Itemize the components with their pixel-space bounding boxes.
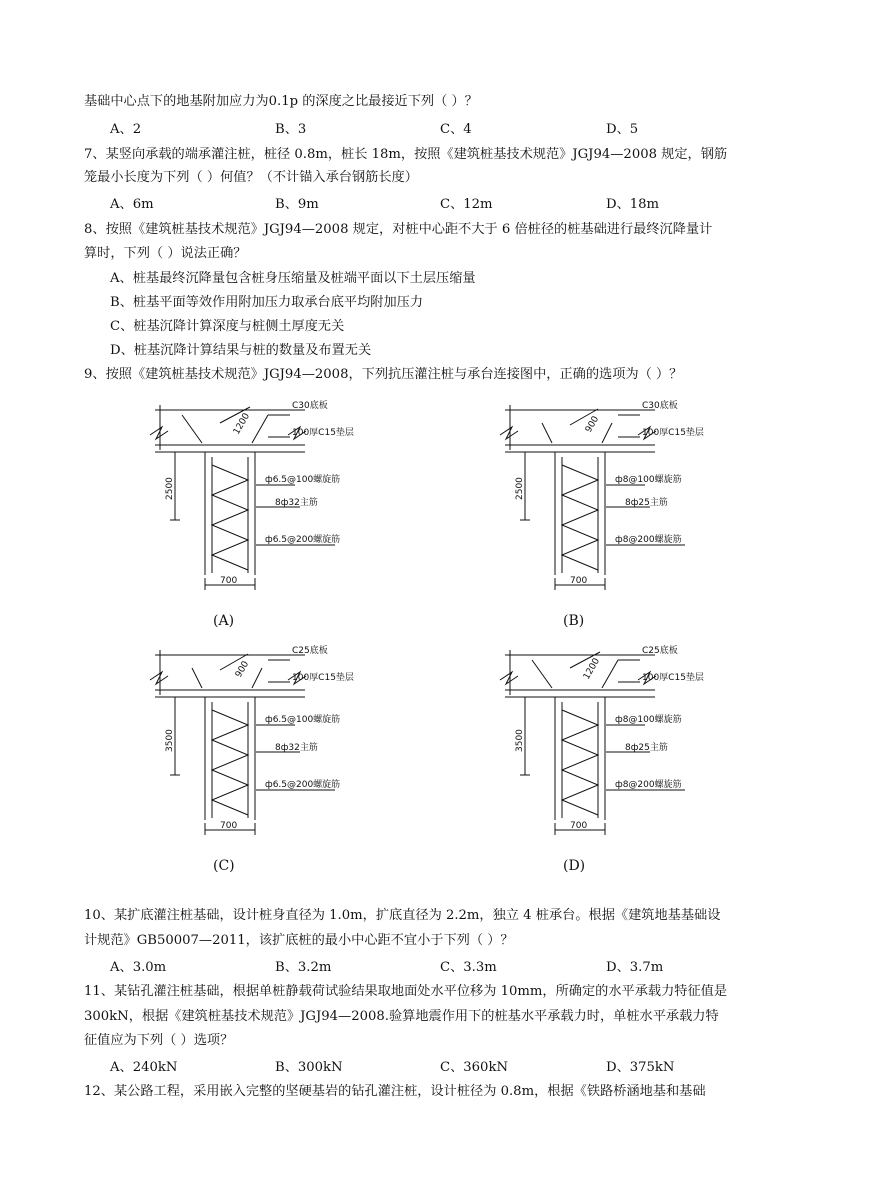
q10-text-line-2: 计规范》GB50007—2011，该扩底桩的最小中心距不宜小于下列（ ）？ — [84, 933, 514, 948]
slab-label: C30底板 — [642, 401, 678, 411]
bottom-spiral-label: ф8@200螺旋筋 — [615, 535, 682, 545]
cushion-label: 100厚C15垫层 — [642, 673, 704, 683]
pile-diagram-a — [140, 395, 370, 639]
top-spiral-label: ф8@100螺旋筋 — [615, 475, 682, 485]
q11-text-line-2: 300kN，根据《建筑桩基技术规范》JGJ94—2008.验算地震作用下的桩基水平承载力时，单桩水平承载力特 — [84, 1009, 719, 1024]
depth-label: 2500 — [515, 477, 525, 500]
q11-text-line-3: 征值应为下列（ ）选项？ — [84, 1033, 234, 1048]
top-spiral-label: ф6.5@100螺旋筋 — [265, 475, 341, 485]
top-spiral-label: ф8@100螺旋筋 — [615, 715, 682, 725]
q10-text-line-1: 10、某扩底灌注桩基础，设计桩身直径为 1.0m，扩底直径为 2.2m，独立 4 桩承台。根据《建筑地基基础设 — [84, 908, 721, 923]
q8-option-a: A、桩基最终沉降量包含桩身压缩量及桩端平面以下土层压缩量 — [110, 271, 476, 286]
diagram-caption: (C) — [213, 858, 235, 874]
q11-option-c: C、360kN — [440, 1060, 508, 1075]
anchor-length-label: 900 — [583, 414, 602, 435]
q7-option-d: D、18m — [606, 197, 660, 212]
q10-option-b: B、3.2m — [275, 960, 332, 975]
q8-option-c: C、桩基沉降计算深度与桩侧土厚度无关 — [110, 319, 345, 334]
bottom-spiral-label: ф6.5@200螺旋筋 — [265, 780, 341, 790]
q11-option-a: A、240kN — [110, 1060, 178, 1075]
pile-diagram-b — [490, 395, 720, 639]
slab-label: C30底板 — [292, 401, 328, 411]
q6-text-line-1: 基础中心点下的地基附加应力为0.1p 的深度之比最接近下列（ ）？ — [84, 94, 478, 109]
q7-option-c: C、12m — [440, 197, 493, 212]
q6-option-c: C、4 — [440, 122, 472, 137]
width-label: 700 — [570, 576, 588, 586]
cushion-label: 100厚C15垫层 — [642, 428, 704, 438]
bottom-spiral-label: ф6.5@200螺旋筋 — [265, 535, 341, 545]
q6-option-b: B、3 — [275, 122, 307, 137]
q8-text-line-1: 8、按照《建筑桩基技术规范》JGJ94—2008 规定，对桩中心距不大于 6 倍桩径的桩基础进行最终沉降量计 — [84, 222, 713, 237]
q11-option-b: B、300kN — [275, 1060, 343, 1075]
q11-option-d: D、375kN — [606, 1060, 675, 1075]
q10-option-a: A、3.0m — [110, 960, 167, 975]
q6-option-d: D、5 — [606, 122, 639, 137]
width-label: 700 — [570, 821, 588, 831]
top-spiral-label: ф6.5@100螺旋筋 — [265, 715, 341, 725]
width-label: 700 — [220, 576, 238, 586]
depth-label: 3500 — [165, 729, 175, 752]
main-bar-label: 8ф25主筋 — [625, 743, 668, 753]
q10-option-d: D、3.7m — [606, 960, 664, 975]
q6-option-a: A、2 — [110, 122, 142, 137]
q7-option-b: B、9m — [275, 197, 319, 212]
slab-label: C25底板 — [292, 646, 328, 656]
q10-option-c: C、3.3m — [440, 960, 497, 975]
anchor-length-label: 1200 — [231, 411, 253, 437]
diagram-caption: (B) — [563, 613, 585, 629]
q11-text-line-1: 11、某钻孔灌注桩基础，根据单桩静载荷试验结果取地面处水平位移为 10mm，所确定的水平承载力特征值是 — [84, 984, 728, 999]
q7-text-line-1: 7、某竖向承载的端承灌注桩，桩径 0.8m，桩长 18m，按照《建筑桩基技术规范》JGJ94—2008 规定，钢筋 — [84, 147, 728, 162]
main-bar-label: 8ф32主筋 — [275, 498, 318, 508]
q8-option-d: D、桩基沉降计算结果与桩的数量及布置无关 — [110, 343, 372, 358]
slab-label: C25底板 — [642, 646, 678, 656]
width-label: 700 — [220, 821, 238, 831]
cushion-label: 100厚C15垫层 — [292, 673, 354, 683]
depth-label: 3500 — [515, 729, 525, 752]
anchor-length-label: 900 — [233, 659, 252, 680]
main-bar-label: 8ф32主筋 — [275, 743, 318, 753]
bottom-spiral-label: ф8@200螺旋筋 — [615, 780, 682, 790]
q8-option-b: B、桩基平面等效作用附加压力取承台底平均附加压力 — [110, 295, 424, 310]
q7-text-line-2: 笼最小长度为下列（ ）何值？（不计锚入承台钢筋长度） — [84, 170, 418, 185]
cushion-label: 100厚C15垫层 — [292, 428, 354, 438]
pile-diagram-c — [140, 640, 370, 884]
diagram-caption: (D) — [563, 858, 586, 874]
anchor-length-label: 1200 — [581, 656, 603, 682]
q8-text-line-2: 算时，下列（ ）说法正确？ — [84, 246, 247, 261]
depth-label: 2500 — [165, 477, 175, 500]
pile-diagram-d — [490, 640, 720, 884]
main-bar-label: 8ф25主筋 — [625, 498, 668, 508]
q9-text-line-1: 9、按照《建筑桩基技术规范》JGJ94—2008，下列抗压灌注桩与承台连接图中，正确的选项为（ ）？ — [84, 367, 683, 382]
diagram-caption: (A) — [213, 613, 235, 629]
q12-text-line-1: 12、某公路工程，采用嵌入完整的坚硬基岩的钻孔灌注桩，设计桩径为 0.8m，根据《铁路桥涵地基和基础 — [84, 1084, 706, 1099]
q7-option-a: A、6m — [110, 197, 154, 212]
